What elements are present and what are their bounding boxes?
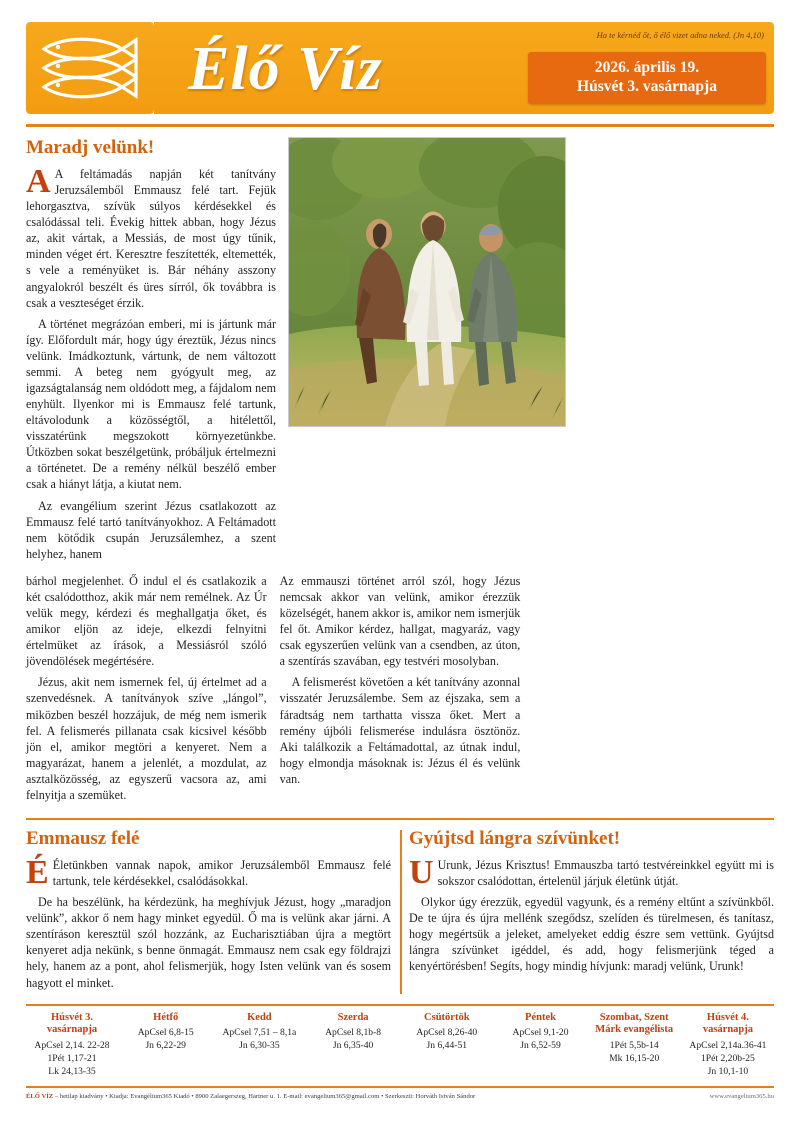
article-paragraph-text: A feltámadás napján két tanítvány Jeruzsálemből Emmausz felé tart. Fejük lehorgasztva, szívük súlyos kérdésekkel és csalódással teli. Évekig hittek abban, hogy Jézus az, akit vártak, a Messiás, de most úgy tűnik, minden véget ért. Keresztre feszítették, eltemették, s vele a reményüket is. Bár néhány asszony angyalokról beszélt és üres sírról, ők továbbra is csak a veszteséget érzik. (26, 167, 276, 310)
issue-date-box (528, 52, 766, 104)
reading-ref: Mk 16,15-20 (609, 1052, 660, 1064)
issue-date: 2026. április 19. (594, 59, 700, 76)
footer-imprint (26, 1093, 475, 1100)
article-column-1 (26, 137, 276, 567)
reading-cell (213, 1012, 305, 1079)
reading-day: Hétfő (153, 1011, 179, 1023)
masthead (26, 22, 774, 118)
article-column-3 (280, 573, 521, 808)
section-right-paragraph-text: Urunk, Jézus Krisztus! Emmauszba tartó testvéreinkkel együtt mi is sokszor csalódottan, értelenül járjuk életünk útját. (437, 857, 774, 889)
article-column-spacer (533, 573, 774, 808)
weekly-readings-table (26, 1004, 774, 1088)
bottom-sections (26, 828, 774, 996)
article-column-2 (26, 573, 267, 808)
reading-ref: Jn 6,35-40 (332, 1040, 374, 1052)
article-title: Maradj velünk! (26, 137, 155, 158)
masthead-verse: Ha te kérnéd őt, ő élő vizet adna neked. (Jn 4,10) (596, 30, 764, 40)
reading-ref: ApCsel 8,1b-8 (325, 1027, 382, 1039)
reading-ref: ApCsel 8,26-40 (416, 1027, 478, 1039)
reading-ref: 1Pét 5,5b-14 (609, 1039, 659, 1051)
reading-cell (120, 1012, 212, 1079)
article-paragraph (26, 163, 276, 311)
reading-ref: Jn 6,22-29 (145, 1040, 186, 1052)
section-left-title: Emmausz felé (26, 827, 140, 849)
article-paragraph: A felismerést követően a két tanítvány azonnal visszatér Jeruzsálembe. Sem az éjszaka, sem a fáradtság nem tarthatta vissza őket. Mert a remény újbóli felismerése indulásra ösztönöz. Aki találkozik a Feltámadottal, az útnak indul, hogy elmondja másoknak is: Jézus él és velünk van. (279, 675, 521, 786)
reading-ref: Jn 6,30-35 (239, 1040, 280, 1052)
reading-day: Csütörtök (424, 1011, 470, 1023)
section-left-paragraph (26, 853, 391, 891)
section-right-title: Gyújtsd lángra szívünket! (409, 827, 621, 849)
publication-title: Élő Víz (188, 35, 383, 103)
reading-ref: ApCsel 9,1-20 (512, 1027, 569, 1039)
reading-cell (495, 1012, 587, 1079)
reading-cell (588, 1012, 680, 1079)
reading-day: Húsvét 3. vasárnapja (46, 1011, 98, 1036)
reading-ref: 1Pét 2,20b-25 (701, 1052, 755, 1064)
reading-cell (682, 1012, 774, 1079)
section-right-paragraph (409, 853, 774, 891)
footer-imprint-text: – hetilap kiadvány • Kiadja: Evangélium365 Kiadó • 8900 Zalaegerszeg, Hartner u. 1. E-mail: evangelium365@gmail.com • Szerkeszti: Horváth István Sándor (54, 1092, 476, 1100)
liturgical-day: Húsvét 3. vasárnapja (577, 78, 717, 96)
reading-ref: Lk 24,13-35 (48, 1065, 96, 1077)
masthead-divider (26, 124, 774, 127)
article-paragraph: bárhol megjelenhet. Ő indul el és csatlakozik a két csalódotthoz, akik már nem remélnek. Az Úr velük megy, kérdezi és meghallgatja őket, és amikor eljön az ideje, elkezdi felnyitni értelmüket az írások, a Messiásról szóló jövendölések megértésére. (26, 573, 267, 669)
article-paragraph: A történet megrázóan emberi, mi is jártunk már így. Előfordult már, hogy úgy éreztük, Jézus nincs velünk. Imádkoztunk, vártunk, de nem változott semmi. A beteg nem gyógyult meg, az igazságtalanság nem oldódott meg, a fájdalom nem enyhült. Ilyenkor mi is Emmausz felé tartunk, eltávolodunk a közösségtől, a hitélettől, visszatérünk megszokott környezetünkbe. Útközben sokat beszélgetünk, próbáljuk értelmezni a történetet. De a remény nélkül beszélő ember csak a hiányt látja, a kiutat nem. (26, 316, 276, 492)
reading-day: Húsvét 4. vasárnapja (702, 1011, 754, 1036)
reading-day: Szombat, Szent Márk evangélista (595, 1011, 674, 1036)
footer-website[interactable]: www.evangelium365.hu (709, 1092, 774, 1100)
reading-ref: Jn 6,52-59 (520, 1040, 561, 1052)
section-divider (26, 818, 774, 820)
section-prayer (409, 828, 774, 996)
masthead-banner (154, 22, 774, 114)
reading-cell (26, 1012, 118, 1079)
article-continuation (26, 573, 774, 808)
article-paragraph: Az evangélium szerint Jézus csatlakozott az Emmausz felé tartó tanítványokhoz. A Feltámadott nem kötődik csupán Jeruzsálemhez, a szent helyhez, hanem (26, 498, 276, 561)
footer-brand: ÉLŐ VÍZ (26, 1092, 54, 1100)
vertical-divider (400, 830, 402, 994)
reading-ref: ApCsel 6,8-15 (137, 1027, 194, 1039)
main-article (26, 137, 774, 808)
reading-day: Szerda (337, 1011, 369, 1023)
footer (26, 1093, 774, 1100)
reading-ref: 1Pét 1,17-21 (47, 1052, 97, 1064)
section-left-paragraph: De ha beszélünk, ha kérdezünk, ha meghívjuk Jézust, hogy „maradjon velünk”, akkor ő nem hagy minket egyedül. Ő ma is velünk akar járni. A szentíráson keresztül szól hozzánk, az Eucharisztiában újra a megtört kenyeret adja nekünk, s benne önmagát. Emmausz nem csak egy földrajzi hely, hanem az a pont, ahol felismerjük, hogy Isten velünk van és sosem hagyott el minket. (26, 895, 391, 990)
logo-fish-icon (26, 22, 154, 114)
reading-ref: ApCsel 7,51 – 8,1a (222, 1027, 297, 1039)
reading-ref: Jn 6,44-51 (426, 1040, 468, 1052)
article-photo (288, 137, 566, 427)
reading-ref: ApCsel 2,14. 22-28 (34, 1039, 110, 1051)
dropcap: U (409, 853, 434, 891)
article-paragraph: Az emmauszi történet arról szól, hogy Jézus nemcsak akkor van velünk, amikor érezzük közelségét, hanem akkor is, amikor nem ismerjük fel őt. Amikor kérdez, hallgat, magyaráz, vagy csak egyszerűen velünk van a csendben, az úton, a szentírás szavában, egy testvéri mosolyban. (279, 573, 521, 669)
article-paragraph: Jézus, akit nem ismernek fel, új értelmet ad a szenvedésnek. A tanítványok szíve „lángol”, miközben beszél hozzájuk, de még nem ismerik fel. A felismerés pillanata csak kicsivel később jön el, amikor megtöri a kenyeret. Nem a magyarázat, hanem a jelenlét, a mozdulat, az asztalközösség, az egyszerű vacsora az, ami felnyitja a szemüket. (26, 675, 267, 802)
reading-day: Péntek (525, 1011, 556, 1023)
section-left-paragraph-text: Életünkben vannak napok, amikor Jeruzsálemből Emmausz felé tartunk, tele kérdésekkel, csalódásokkal. (52, 857, 391, 889)
section-right-paragraph: Olykor úgy érezzük, egyedül vagyunk, és a remény eltűnt a szívünkből. De te újra és újra mellénk szegődsz, szelíden és türelmesen, és tanítasz, hogy megértsük a jeleket, amelyeket eddig észre sem vettünk. Gyújtsd lángra szívünket igéddel, és add, hogy felismerjünk téged a kenyértörésben! Segíts, hogy mindig hívjunk: maradj velünk, Urunk! (409, 895, 774, 974)
section-emmausz (26, 828, 391, 996)
dropcap: A (26, 163, 51, 200)
reading-ref: Jn 10,1-10 (707, 1065, 749, 1077)
reading-day: Kedd (247, 1011, 272, 1023)
reading-cell (401, 1012, 493, 1079)
reading-cell (307, 1012, 399, 1079)
reading-ref: ApCsel 2,14a.36-41 (689, 1039, 767, 1051)
dropcap: É (26, 853, 49, 891)
